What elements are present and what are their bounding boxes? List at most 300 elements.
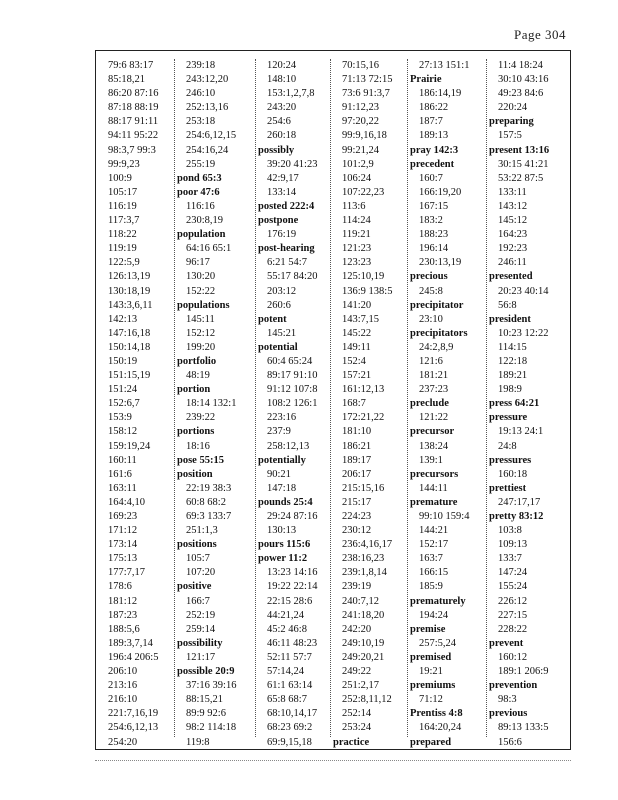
index-column-1 — [96, 59, 175, 748]
index-entry-reference: 90:21 — [267, 468, 291, 480]
index-entry-term: precious — [410, 271, 448, 283]
index-entry-reference: 181:21 — [419, 370, 449, 382]
index-entry-reference: 153:9 — [108, 412, 132, 424]
index-entry-term: position — [177, 468, 213, 480]
index-entry-reference: 230:13,19 — [419, 257, 462, 269]
index-entry-reference: 88:15,21 — [186, 694, 224, 706]
index-entry-reference: 206:10 — [108, 666, 138, 678]
index-entry-term: Prairie — [410, 74, 442, 86]
index-entry-reference: 136:9 138:5 — [342, 285, 393, 297]
index-entry-reference: 141:20 — [342, 299, 372, 311]
index-entry-reference: 144:21 — [419, 525, 449, 537]
index-entry-reference: 255:19 — [186, 158, 216, 170]
index-entry-term: possibly — [258, 144, 295, 156]
index-entry-reference: 100:9 — [108, 172, 132, 184]
index-entry-reference: 149:11 — [342, 341, 371, 353]
index-entry-reference: 145:22 — [342, 327, 372, 339]
index-entry-reference: 22:15 28:6 — [267, 595, 313, 607]
index-entry-term: postpone — [258, 215, 299, 227]
index-entry-reference: 122:18 — [498, 355, 528, 367]
index-entry-reference: 125:10,19 — [342, 271, 385, 283]
index-entry-reference: 61:1 63:14 — [267, 680, 313, 692]
index-entry-term: Prentiss 4:8 — [410, 708, 463, 720]
index-entry-reference: 122:5,9 — [108, 257, 140, 269]
index-entry-reference: 171:12 — [108, 525, 138, 537]
index-entry-reference: 196:4 206:5 — [108, 651, 159, 663]
index-entry-term: pretty 83:12 — [489, 511, 544, 522]
index-entry-reference: 215:17 — [342, 496, 372, 508]
index-entry-term: pray 142:3 — [410, 144, 459, 156]
index-entry-term: poor 47:6 — [177, 186, 220, 198]
index-entry-reference: 113:6 — [342, 200, 366, 212]
index-entry-reference: 116:19 — [108, 200, 137, 212]
index-entry-term: portion — [177, 384, 211, 396]
index-entry-reference: 64:16 65:1 — [186, 243, 232, 255]
index-entry-term: potential — [258, 341, 298, 353]
index-entry-reference: 56:8 — [498, 299, 517, 311]
index-entry-term: press 64:21 — [489, 398, 540, 410]
index-entry-reference: 45:2 46:8 — [267, 623, 307, 635]
index-entry-term: practice — [333, 736, 370, 748]
index-entry-reference: 243:12,20 — [186, 74, 229, 86]
index-entry-term: precipitator — [410, 299, 464, 311]
index-entry-term: premiums — [410, 680, 456, 692]
index-entry-reference: 106:24 — [342, 172, 372, 184]
index-entry-term: population — [177, 229, 226, 241]
index-entry-reference: 189:3,7,14 — [108, 637, 153, 649]
index-entry-reference: 98:3,7 99:3 — [108, 144, 156, 156]
index-entry-reference: 155:24 — [498, 581, 528, 593]
index-entry-reference: 187:23 — [108, 609, 138, 621]
index-entry-reference: 52:11 57:7 — [267, 651, 312, 663]
index-entry-reference: 13:23 14:16 — [267, 567, 318, 579]
index-entry-reference: 159:19,24 — [108, 440, 151, 452]
index-entry-term: premised — [410, 651, 452, 663]
index-entry-reference: 252:14 — [342, 708, 372, 720]
index-entry-reference: 167:15 — [419, 200, 449, 212]
index-entry-reference: 246:10 — [186, 88, 216, 100]
index-entry-reference: 185:9 — [419, 581, 443, 593]
index-entry-reference: 107:20 — [186, 567, 216, 579]
index-entry-reference: 69:9,15,18 — [267, 736, 312, 748]
index-entry-reference: 68:10,14,17 — [267, 708, 318, 720]
index-entry-reference: 119:19 — [108, 243, 137, 255]
index-entry-reference: 188:5,6 — [108, 623, 140, 635]
index-entry-reference: 130:20 — [186, 271, 216, 283]
index-entry-reference: 164:20,24 — [419, 722, 462, 734]
index-entry-reference: 220:24 — [498, 102, 528, 114]
index-entry-term: pressure — [489, 412, 528, 424]
index-entry-reference: 243:20 — [267, 102, 297, 114]
index-entry-reference: 19:22 22:14 — [267, 581, 318, 593]
index-entry-reference: 151:24 — [108, 384, 138, 396]
index-entry-reference: 119:21 — [342, 229, 371, 241]
index-entry-reference: 150:19 — [108, 355, 138, 367]
index-entry-reference: 253:18 — [186, 116, 216, 128]
index-entry-reference: 176:19 — [267, 229, 297, 241]
index-entry-reference: 133:11 — [498, 186, 527, 198]
index-entry-reference: 114:24 — [342, 215, 371, 227]
index-entry-term: prettiest — [489, 482, 527, 494]
index-entry-reference: 19:13 24:1 — [498, 426, 544, 438]
index-entry-reference: 114:15 — [498, 341, 527, 353]
index-entry-term: pounds 25:4 — [258, 496, 313, 508]
index-entry-reference: 130:18,19 — [108, 285, 151, 297]
index-entry-reference: 119:8 — [186, 736, 210, 748]
index-entry-reference: 242:20 — [342, 623, 372, 635]
index-entry-reference: 230:8,19 — [186, 215, 224, 227]
index-entry-reference: 10:23 12:22 — [498, 327, 549, 339]
index-entry-reference: 29:24 87:16 — [267, 511, 318, 522]
index-entry-reference: 239:1,8,14 — [342, 567, 387, 579]
index-entry-term: populations — [177, 299, 230, 311]
index-entry-reference: 6:21 54:7 — [267, 257, 307, 269]
index-entry-term: pressures — [489, 454, 532, 466]
index-entry-reference: 158:12 — [108, 426, 138, 438]
index-entry-reference: 152:12 — [186, 327, 216, 339]
index-entry-reference: 260:6 — [267, 299, 291, 311]
index-entry-reference: 89:13 133:5 — [498, 722, 549, 734]
index-entry-reference: 239:19 — [342, 581, 372, 593]
index-entry-reference: 221:7,16,19 — [108, 708, 159, 720]
index-entry-reference: 181:12 — [108, 595, 138, 607]
index-entry-reference: 152:6,7 — [108, 398, 140, 410]
index-entry-reference: 249:10,19 — [342, 637, 385, 649]
index-entry-reference: 99:21,24 — [342, 144, 380, 156]
index-entry-reference: 55:17 84:20 — [267, 271, 318, 283]
index-entry-term: prevention — [489, 680, 538, 692]
index-entry-reference: 175:13 — [108, 553, 138, 565]
index-entry-reference: 152:22 — [186, 285, 216, 297]
index-entry-reference: 260:18 — [267, 130, 297, 142]
index-entry-reference: 147:18 — [267, 482, 297, 494]
index-entry-reference: 96:17 — [186, 257, 210, 269]
index-entry-reference: 226:12 — [498, 595, 528, 607]
index-entry-reference: 121:23 — [342, 243, 372, 255]
index-entry-reference: 18:14 132:1 — [186, 398, 237, 410]
index-entry-reference: 254:20 — [108, 736, 138, 748]
index-entry-reference: 152:17 — [419, 539, 449, 551]
index-entry-reference: 239:22 — [186, 412, 216, 424]
index-entry-reference: 253:24 — [342, 722, 372, 734]
index-entry-reference: 22:19 38:3 — [186, 482, 232, 494]
index-entry-reference: 87:18 88:19 — [108, 102, 159, 114]
index-entry-reference: 157:5 — [498, 130, 522, 142]
index-entry-reference: 252:19 — [186, 609, 216, 621]
index-entry-reference: 254:6 — [267, 116, 291, 128]
index-entry-reference: 98:2 114:18 — [186, 722, 237, 734]
index-entry-reference: 46:11 48:23 — [267, 637, 318, 649]
index-entry-term: present 13:16 — [489, 144, 550, 156]
index-entry-reference: 24:2,8,9 — [419, 341, 454, 353]
index-entry-reference: 177:7,17 — [108, 567, 146, 579]
index-entry-reference: 103:8 — [498, 525, 522, 537]
index-entry-term: precursor — [410, 426, 455, 438]
index-entry-reference: 57:14,24 — [267, 666, 305, 678]
index-entry-reference: 97:20,22 — [342, 116, 380, 128]
index-entry-reference: 181:10 — [342, 426, 372, 438]
index-column-4 — [330, 59, 408, 748]
index-entry-term: prevent — [489, 637, 524, 649]
index-column-6 — [486, 59, 570, 748]
index-entry-reference: 86:20 87:16 — [108, 88, 159, 100]
index-entry-reference: 247:17,17 — [498, 496, 541, 508]
index-entry-term: pose 55:15 — [177, 454, 224, 466]
index-entry-reference: 223:16 — [267, 412, 297, 424]
index-entry-term: preparing — [489, 116, 534, 128]
index-entry-reference: 245:8 — [419, 285, 443, 297]
index-entry-reference: 109:13 — [498, 539, 528, 551]
index-entry-reference: 258:12,13 — [267, 440, 310, 452]
index-entry-term: post-hearing — [258, 243, 315, 255]
index-entry-term: precedent — [410, 158, 455, 170]
index-entry-term: pours 115:6 — [258, 539, 311, 551]
index-entry-term: possible 20:9 — [177, 666, 235, 678]
index-entry-reference: 133:14 — [267, 186, 297, 198]
index-entry-reference: 251:1,3 — [186, 525, 218, 537]
index-entry-reference: 142:13 — [108, 313, 138, 325]
index-entry-reference: 138:24 — [419, 440, 449, 452]
index-entry-reference: 73:6 91:3,7 — [342, 88, 390, 100]
index-entry-reference: 148:10 — [267, 74, 297, 86]
index-entry-reference: 49:23 84:6 — [498, 88, 544, 100]
index-entry-reference: 249:22 — [342, 666, 372, 678]
index-entry-reference: 249:20,21 — [342, 651, 385, 663]
index-entry-reference: 192:23 — [498, 243, 528, 255]
index-entry-reference: 169:23 — [108, 511, 138, 522]
index-entry-reference: 91:12,23 — [342, 102, 380, 114]
index-entry-term: posted 222:4 — [258, 200, 315, 212]
index-entry-reference: 240:7,12 — [342, 595, 380, 607]
index-entry-reference: 71:12 — [419, 694, 443, 706]
index-column-5 — [407, 59, 487, 748]
index-frame — [95, 50, 571, 750]
index-entry-reference: 241:18,20 — [342, 609, 385, 621]
index-entry-reference: 143:7,15 — [342, 313, 380, 325]
index-entry-reference: 252:8,11,12 — [342, 694, 392, 706]
index-entry-reference: 85:18,21 — [108, 74, 146, 86]
index-entry-term: premature — [410, 496, 458, 508]
index-entry-reference: 126:13,19 — [108, 271, 151, 283]
index-entry-reference: 178:6 — [108, 581, 132, 593]
index-entry-reference: 139:1 — [419, 454, 443, 466]
index-entry-reference: 145:12 — [498, 215, 528, 227]
index-entry-reference: 153:1,2,7,8 — [267, 88, 315, 100]
index-entry-reference: 60:4 65:24 — [267, 355, 313, 367]
index-entry-reference: 88:17 91:11 — [108, 116, 159, 128]
index-entry-reference: 257:5,24 — [419, 637, 457, 649]
index-entry-reference: 160:7 — [419, 172, 443, 184]
index-entry-reference: 94:11 95:22 — [108, 130, 159, 142]
index-entry-reference: 99:10 159:4 — [419, 511, 470, 522]
index-entry-reference: 194:24 — [419, 609, 449, 621]
index-entry-reference: 105:7 — [186, 553, 210, 565]
index-entry-reference: 189:21 — [498, 370, 528, 382]
index-entry-reference: 237:9 — [267, 426, 291, 438]
index-entry-reference: 48:19 — [186, 370, 210, 382]
index-entry-reference: 37:16 39:16 — [186, 680, 237, 692]
index-entry-reference: 168:7 — [342, 398, 366, 410]
index-entry-reference: 163:11 — [108, 482, 137, 494]
index-entry-reference: 118:22 — [108, 229, 137, 241]
index-entry-reference: 70:15,16 — [342, 60, 380, 71]
index-entry-reference: 188:23 — [419, 229, 449, 241]
index-entry-reference: 27:13 151:1 — [419, 60, 470, 71]
index-entry-reference: 105:17 — [108, 186, 138, 198]
index-entry-reference: 53:22 87:5 — [498, 172, 544, 184]
page-number-label: Page 304 — [513, 27, 566, 42]
index-entry-term: possibility — [177, 637, 223, 649]
index-entry-reference: 99:9,16,18 — [342, 130, 387, 142]
index-entry-reference: 238:16,23 — [342, 553, 385, 565]
index-entry-reference: 215:15,16 — [342, 482, 385, 494]
index-entry-term: previous — [489, 708, 528, 720]
index-entry-reference: 120:24 — [267, 60, 297, 71]
index-entry-reference: 213:16 — [108, 680, 138, 692]
index-entry-reference: 98:3 — [498, 694, 517, 706]
index-entry-term: potentially — [258, 454, 306, 466]
index-entry-reference: 19:21 — [419, 666, 443, 678]
index-entry-reference: 130:13 — [267, 525, 297, 537]
index-entry-reference: 156:6 — [498, 736, 522, 748]
index-entry-term: prepared — [410, 736, 452, 748]
index-entry-reference: 246:11 — [498, 257, 527, 269]
index-entry-term: portions — [177, 426, 215, 438]
index-column-3 — [255, 59, 331, 748]
index-entry-reference: 186:22 — [419, 102, 449, 114]
index-entry-reference: 150:14,18 — [108, 341, 151, 353]
index-entry-reference: 252:13,16 — [186, 102, 229, 114]
index-entry-reference: 89:9 92:6 — [186, 708, 226, 720]
index-entry-reference: 147:24 — [498, 567, 528, 579]
index-entry-reference: 91:12 107:8 — [267, 384, 318, 396]
index-entry-reference: 121:6 — [419, 355, 443, 367]
index-entry-reference: 18:16 — [186, 440, 210, 452]
index-entry-reference: 60:8 68:2 — [186, 496, 226, 508]
index-entry-reference: 166:7 — [186, 595, 210, 607]
index-entry-reference: 117:3,7 — [108, 215, 140, 227]
index-entry-reference: 206:17 — [342, 468, 372, 480]
index-entry-reference: 99:9,23 — [108, 158, 140, 170]
index-entry-term: prematurely — [410, 595, 466, 607]
index-entry-reference: 161:12,13 — [342, 384, 385, 396]
index-entry-reference: 254:16,24 — [186, 144, 229, 156]
index-entry-term: power 11:2 — [258, 553, 308, 565]
index-entry-reference: 143:3,6,11 — [108, 299, 153, 311]
index-entry-reference: 189:1 206:9 — [498, 666, 549, 678]
index-entry-reference: 44:21,24 — [267, 609, 305, 621]
index-entry-reference: 160:18 — [498, 468, 528, 480]
index-entry-reference: 251:2,17 — [342, 680, 380, 692]
index-entry-reference: 108:2 126:1 — [267, 398, 318, 410]
index-entry-reference: 254:6,12,13 — [108, 722, 159, 734]
index-entry-reference: 199:20 — [186, 341, 216, 353]
index-entry-reference: 227:15 — [498, 609, 528, 621]
index-entry-reference: 163:7 — [419, 553, 443, 565]
index-entry-reference: 203:12 — [267, 285, 297, 297]
index-entry-reference: 116:16 — [186, 200, 215, 212]
index-entry-reference: 23:10 — [419, 313, 443, 325]
index-entry-reference: 24:8 — [498, 440, 517, 452]
index-entry-reference: 89:17 91:10 — [267, 370, 318, 382]
index-entry-term: premise — [410, 623, 446, 635]
index-entry-reference: 186:14,19 — [419, 88, 462, 100]
index-entry-term: precursors — [410, 468, 459, 480]
index-entry-reference: 196:14 — [419, 243, 449, 255]
index-entry-reference: 30:15 41:21 — [498, 158, 549, 170]
index-entry-reference: 239:18 — [186, 60, 216, 71]
index-entry-reference: 121:22 — [419, 412, 449, 424]
index-entry-reference: 228:22 — [498, 623, 528, 635]
index-entry-reference: 254:6,12,15 — [186, 130, 237, 142]
index-entry-reference: 68:23 69:2 — [267, 722, 313, 734]
index-entry-reference: 189:17 — [342, 454, 372, 466]
index-entry-reference: 236:4,16,17 — [342, 539, 393, 551]
index-entry-reference: 79:6 83:17 — [108, 60, 154, 71]
index-entry-reference: 216:10 — [108, 694, 138, 706]
index-entry-reference: 144:11 — [419, 482, 448, 494]
index-entry-reference: 172:21,22 — [342, 412, 385, 424]
index-entry-term: positions — [177, 539, 217, 551]
index-entry-reference: 133:7 — [498, 553, 522, 565]
index-entry-reference: 145:21 — [267, 327, 297, 339]
bottom-rule — [95, 760, 571, 761]
index-entry-term: precipitators — [410, 327, 468, 339]
index-entry-reference: 20:23 40:14 — [498, 285, 549, 297]
index-entry-reference: 11:4 18:24 — [498, 60, 543, 71]
index-entry-reference: 145:11 — [186, 313, 215, 325]
index-column-2 — [174, 59, 256, 748]
index-entry-term: potent — [258, 313, 287, 325]
index-entry-term: presented — [489, 271, 533, 283]
index-entry-reference: 259:14 — [186, 623, 216, 635]
index-entry-reference: 30:10 43:16 — [498, 74, 549, 86]
index-entry-reference: 186:21 — [342, 440, 372, 452]
index-entry-reference: 143:12 — [498, 200, 528, 212]
index-entry-reference: 147:16,18 — [108, 327, 151, 339]
index-entry-reference: 160:11 — [108, 454, 137, 466]
index-entry-term: pond 65:3 — [177, 172, 222, 184]
index-entry-reference: 166:15 — [419, 567, 449, 579]
index-entry-reference: 164:4,10 — [108, 496, 146, 508]
index-entry-reference: 237:23 — [419, 384, 449, 396]
index-entry-reference: 198:9 — [498, 384, 522, 396]
index-entry-term: positive — [177, 581, 212, 593]
index-entry-reference: 152:4 — [342, 355, 366, 367]
index-entry-reference: 65:8 68:7 — [267, 694, 307, 706]
index-entry-term: preclude — [410, 398, 449, 410]
index-entry-term: portfolio — [177, 355, 217, 367]
index-entry-reference: 224:23 — [342, 511, 372, 522]
index-entry-reference: 71:13 72:15 — [342, 74, 393, 86]
index-entry-reference: 101:2,9 — [342, 158, 374, 170]
index-entry-reference: 161:6 — [108, 468, 132, 480]
index-entry-reference: 123:23 — [342, 257, 372, 269]
index-entry-reference: 107:22,23 — [342, 186, 385, 198]
index-entry-reference: 160:12 — [498, 651, 528, 663]
index-entry-reference: 189:13 — [419, 130, 449, 142]
index-entry-reference: 173:14 — [108, 539, 138, 551]
index-entry-reference: 166:19,20 — [419, 186, 462, 198]
index-entry-reference: 121:17 — [186, 651, 216, 663]
index-entry-reference: 69:3 133:7 — [186, 511, 232, 522]
index-entry-reference: 151:15,19 — [108, 370, 151, 382]
index-entry-reference: 42:9,17 — [267, 172, 299, 184]
index-entry-reference: 39:20 41:23 — [267, 158, 318, 170]
index-entry-reference: 187:7 — [419, 116, 443, 128]
index-entry-term: president — [489, 313, 531, 325]
index-entry-reference: 157:21 — [342, 370, 372, 382]
